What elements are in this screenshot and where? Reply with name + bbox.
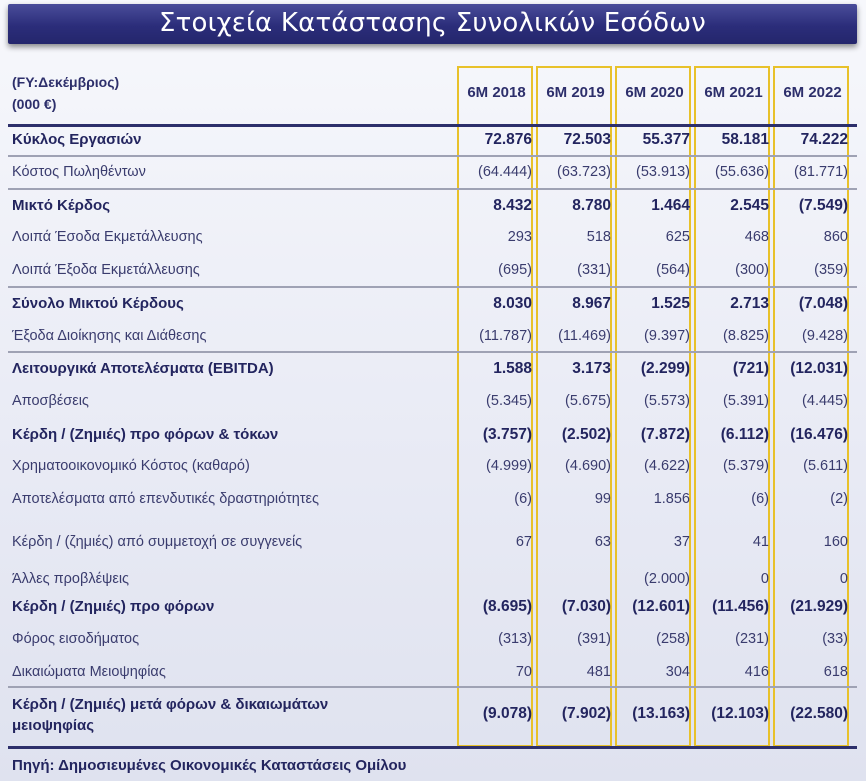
cell-value: (231): [735, 631, 769, 647]
cell-value: 72.503: [563, 131, 611, 148]
cell-value: (2.502): [561, 426, 611, 443]
cell-value: 625: [665, 229, 690, 245]
page-title: Στοιχεία Κατάστασης Συνολικών Εσόδων: [159, 8, 706, 38]
cell-value: (7.902): [561, 705, 611, 722]
cell-value: (9.078): [482, 705, 532, 722]
row-label: Κέρδη / (ζημιές) από συμμετοχή σε συγγενείς: [12, 534, 303, 550]
cell-value: 55.377: [642, 131, 690, 148]
cell-value: (12.103): [711, 705, 769, 722]
year-header: 6M 2022: [783, 84, 842, 101]
cell-value: (7.549): [798, 197, 848, 214]
cell-value: (21.929): [790, 598, 848, 615]
cell-value: 72.876: [484, 131, 532, 148]
cell-value: (3.757): [482, 426, 532, 443]
row-label: Σύνολο Μικτού Κέρδους: [12, 295, 184, 312]
cell-value: (4.999): [486, 458, 532, 474]
cell-value: 8.967: [572, 295, 611, 312]
table-row: [0, 164, 866, 186]
cell-value: 63: [594, 534, 611, 550]
cell-value: 8.780: [572, 197, 611, 214]
cell-value: (12.601): [632, 598, 690, 615]
cell-value: 160: [823, 534, 848, 550]
cell-value: 67: [515, 534, 532, 550]
cell-value: (313): [498, 631, 532, 647]
cell-value: (8.695): [482, 598, 532, 615]
cell-value: (9.397): [644, 328, 690, 344]
row-label: Λοιπά Έσοδα Εκμετάλλευσης: [12, 229, 203, 245]
table-row: [0, 328, 866, 350]
cell-value: 860: [823, 229, 848, 245]
cell-value: (22.580): [790, 705, 848, 722]
cell-value: (11.469): [558, 328, 611, 344]
cell-value: (300): [735, 262, 769, 278]
cell-value: 74.222: [800, 131, 848, 148]
cell-value: (55.636): [714, 164, 769, 180]
cell-value: 416: [744, 664, 769, 680]
cell-value: (359): [814, 262, 848, 278]
row-label: Κέρδη / (Ζημιές) προ φόρων: [12, 598, 215, 615]
cell-value: 70: [515, 664, 532, 680]
table-row: [0, 426, 866, 448]
cell-value: (4.622): [644, 458, 690, 474]
cell-value: 1.588: [493, 360, 532, 377]
table-row: [0, 534, 866, 556]
table-row: [0, 262, 866, 284]
row-label: Λειτουργικά Αποτελέσματα (EBITDA): [12, 360, 274, 377]
table-row: [0, 631, 866, 653]
year-header: 6M 2020: [625, 84, 684, 101]
cell-value: 468: [744, 229, 769, 245]
row-divider: [8, 286, 857, 288]
row-label: Κόστος Πωληθέντων: [12, 164, 146, 180]
cell-value: (13.163): [632, 705, 690, 722]
table-row: [0, 598, 866, 620]
table-row: [0, 458, 866, 480]
cell-value: (53.913): [635, 164, 690, 180]
cell-value: (8.825): [723, 328, 769, 344]
table-row: [0, 491, 866, 513]
cell-value: (2.299): [640, 360, 690, 377]
title-banner: [8, 4, 857, 44]
table-row: [0, 571, 866, 593]
cell-value: (6.112): [720, 426, 769, 443]
row-label: Φόρος εισοδήματος: [12, 631, 140, 647]
cell-value: (63.723): [556, 164, 611, 180]
table-row: [0, 131, 866, 153]
table-row: [0, 295, 866, 317]
cell-value: (7.030): [561, 598, 611, 615]
row-label: Κύκλος Εργασιών: [12, 131, 142, 148]
cell-value: 8.432: [493, 197, 532, 214]
cell-value: (5.345): [486, 393, 532, 409]
cell-value: 8.030: [493, 295, 532, 312]
cell-value: 293: [507, 229, 532, 245]
cell-value: 1.525: [651, 295, 690, 312]
cell-value: (7.048): [798, 295, 848, 312]
cell-value: (5.675): [565, 393, 611, 409]
cell-value: 1.464: [651, 197, 690, 214]
row-divider: [8, 188, 857, 190]
year-header: 6M 2021: [704, 84, 763, 101]
cell-value: (5.379): [723, 458, 769, 474]
header-rule: [8, 124, 857, 127]
cell-value: (5.391): [723, 393, 769, 409]
row-label: Μικτό Κέρδος: [12, 197, 110, 214]
year-header: 6M 2018: [467, 84, 526, 101]
cell-value: (6): [514, 491, 532, 507]
cell-value: (564): [656, 262, 690, 278]
cell-value: (33): [822, 631, 848, 647]
cell-value: 618: [823, 664, 848, 680]
row-label: Κέρδη / (Ζημιές) μετά φόρων & δικαιωμάτων μειοψηφίας: [12, 696, 329, 734]
cell-value: (64.444): [477, 164, 532, 180]
cell-value: 0: [760, 571, 769, 587]
cell-value: (4.690): [565, 458, 611, 474]
row-label: Άλλες προβλέψεις: [12, 571, 130, 587]
cell-value: (2): [830, 491, 848, 507]
cell-value: (81.771): [793, 164, 848, 180]
row-label: Δικαιώματα Μειοψηφίας: [12, 664, 166, 680]
table-row: [0, 197, 866, 219]
table-row: [0, 664, 866, 686]
cell-value: (391): [577, 631, 611, 647]
cell-value: 2.545: [730, 197, 769, 214]
source-note: Πηγή: Δημοσιευμένες Οικονομικές Καταστάσεις Ομίλου: [12, 757, 407, 774]
row-label: Χρηματοοικονομικό Κόστος (καθαρό): [12, 458, 250, 474]
cell-value: (258): [656, 631, 690, 647]
cell-value: 518: [586, 229, 611, 245]
table-row: [0, 393, 866, 415]
cell-value: 481: [586, 664, 611, 680]
cell-value: 41: [752, 534, 769, 550]
cell-value: (5.573): [644, 393, 690, 409]
row-label: Αποτελέσματα από επενδυτικές δραστηριότητες: [12, 491, 319, 507]
cell-value: 3.173: [572, 360, 611, 377]
row-label: Αποσβέσεις: [12, 393, 89, 409]
units-label: (000 €): [12, 96, 57, 112]
footer-rule: [8, 746, 857, 749]
cell-value: 1.856: [653, 491, 690, 507]
cell-value: (721): [732, 360, 769, 377]
cell-value: (695): [498, 262, 532, 278]
cell-value: (2.000): [644, 571, 690, 587]
cell-value: 304: [665, 664, 690, 680]
row-label: Λοιπά Έξοδα Εκμετάλλευσης: [12, 262, 200, 278]
table-row: [0, 229, 866, 251]
row-label: Έξοδα Διοίκησης και Διάθεσης: [12, 328, 207, 344]
row-label: Κέρδη / (Ζημιές) προ φόρων & τόκων: [12, 426, 279, 443]
row-divider: [8, 155, 857, 157]
cell-value: (12.031): [790, 360, 848, 377]
cell-value: 99: [594, 491, 611, 507]
cell-value: (11.456): [712, 598, 769, 615]
cell-value: (4.445): [802, 393, 848, 409]
fiscal-year-label: (FY:Δεκέμβριος): [12, 74, 120, 90]
year-header: 6M 2019: [546, 84, 605, 101]
cell-value: (16.476): [790, 426, 848, 443]
cell-value: (5.611): [803, 458, 848, 474]
row-divider: [8, 351, 857, 353]
table-row: [0, 360, 866, 382]
cell-value: 37: [673, 534, 690, 550]
cell-value: 0: [839, 571, 848, 587]
row-divider: [8, 686, 857, 688]
cell-value: 2.713: [730, 295, 769, 312]
cell-value: (6): [751, 491, 769, 507]
cell-value: (11.787): [479, 328, 532, 344]
table-row-total: [0, 694, 866, 738]
cell-value: (7.872): [640, 426, 690, 443]
cell-value: 58.181: [721, 131, 769, 148]
cell-value: (331): [577, 262, 611, 278]
cell-value: (9.428): [802, 328, 848, 344]
